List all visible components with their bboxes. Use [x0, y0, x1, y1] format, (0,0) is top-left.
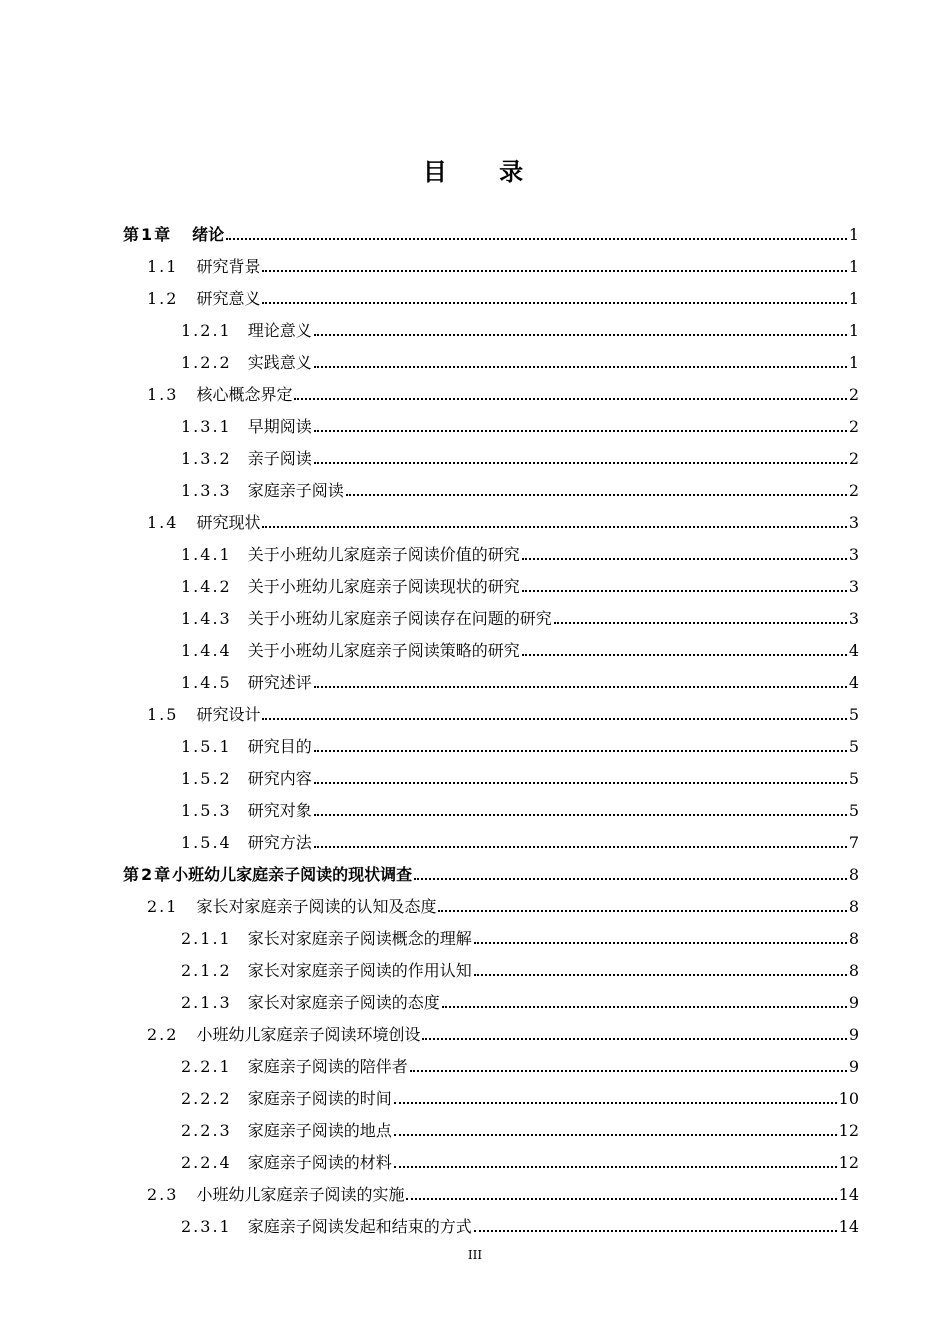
toc-dot-leader [522, 653, 847, 656]
toc-entry-title: 家庭亲子阅读的地点 [247, 1121, 392, 1140]
toc-dot-leader [262, 525, 846, 528]
toc-entry-number: 2.2.4 [181, 1153, 232, 1172]
toc-entry-title: 核心概念界定 [196, 385, 293, 404]
toc-entry-number: 第2章 [123, 865, 173, 884]
page-title: 目 录 [422, 158, 546, 186]
toc-entry-page-number: 14 [838, 1185, 859, 1204]
toc-entry-title: 家庭亲子阅读的材料 [247, 1153, 392, 1172]
toc-entry-page-number: 5 [848, 801, 859, 820]
toc-entry[interactable] [147, 286, 859, 308]
toc-entry-number: 1.4.5 [181, 673, 232, 692]
toc-entry-page-number: 1 [848, 225, 859, 244]
toc-entry-title: 实践意义 [247, 353, 312, 372]
toc-dot-leader [262, 301, 846, 304]
toc-entry-number: 1.1 [147, 257, 179, 276]
toc-entry-title: 研究内容 [247, 769, 312, 788]
toc-entry-number: 1.4.2 [181, 577, 232, 596]
toc-entry-title: 研究对象 [247, 801, 312, 820]
toc-entry-page-number: 9 [848, 1025, 859, 1044]
toc-entry-title: 研究设计 [196, 705, 261, 724]
toc-entry[interactable] [181, 414, 859, 436]
toc-entry[interactable] [181, 350, 859, 372]
toc-entry-page-number: 9 [848, 993, 859, 1012]
toc-entry[interactable] [147, 1182, 859, 1204]
toc-entry[interactable] [147, 382, 859, 404]
toc-entry-title: 家长对家庭亲子阅读的态度 [247, 993, 440, 1012]
toc-entry-number: 1.5.2 [181, 769, 232, 788]
toc-entry-number: 1.5.4 [181, 833, 232, 852]
toc-entry-title: 研究背景 [196, 257, 261, 276]
toc-entry-page-number: 5 [848, 769, 859, 788]
toc-entry[interactable] [123, 222, 859, 244]
toc-dot-leader [474, 1229, 837, 1232]
toc-entry-number: 1.2.2 [181, 353, 232, 372]
toc-dot-leader [314, 429, 847, 432]
toc-entry-number: 1.3.1 [181, 417, 232, 436]
toc-entry-page-number: 3 [848, 545, 859, 564]
toc-entry-page-number: 1 [848, 353, 859, 372]
toc-entry[interactable] [181, 1054, 859, 1076]
toc-entry[interactable] [181, 670, 859, 692]
toc-entry-number: 2.2.3 [181, 1121, 232, 1140]
toc-entry-page-number: 5 [848, 705, 859, 724]
toc-entry[interactable] [181, 318, 859, 340]
toc-entry-page-number: 14 [838, 1217, 859, 1236]
toc-entry-title: 小班幼儿家庭亲子阅读环境创设 [196, 1025, 421, 1044]
toc-entry-page-number: 2 [848, 417, 859, 436]
toc-dot-leader [314, 365, 847, 368]
toc-entry-number: 2.3 [147, 1185, 179, 1204]
toc-entry-number: 1.4.1 [181, 545, 232, 564]
toc-entry[interactable] [147, 510, 859, 532]
toc-entry-title: 家庭亲子阅读 [247, 481, 344, 500]
toc-entry[interactable] [181, 478, 859, 500]
toc-dot-leader [414, 877, 847, 880]
toc-entry[interactable] [181, 574, 859, 596]
toc-entry-page-number: 4 [848, 673, 859, 692]
toc-dot-leader [346, 493, 847, 496]
toc-entry-number: 1.4.3 [181, 609, 232, 628]
toc-dot-leader [294, 397, 846, 400]
toc-dot-leader [314, 781, 847, 784]
page-number-footer: III [467, 1248, 483, 1262]
toc-entry-title: 小班幼儿家庭亲子阅读的现状调查 [172, 865, 413, 884]
toc-dot-leader [394, 1101, 837, 1104]
toc-entry-number: 1.5.1 [181, 737, 232, 756]
toc-entry-page-number: 3 [848, 513, 859, 532]
toc-dot-leader [474, 973, 847, 976]
toc-entry-title: 小班幼儿家庭亲子阅读的实施 [196, 1185, 405, 1204]
toc-entry-number: 2.1 [147, 897, 179, 916]
toc-entry-page-number: 2 [848, 385, 859, 404]
toc-entry-page-number: 1 [848, 257, 859, 276]
toc-entry-number: 1.4.4 [181, 641, 232, 660]
toc-entry-number: 1.2 [147, 289, 179, 308]
toc-entry-page-number: 8 [848, 929, 859, 948]
toc-entry-number: 2.1.3 [181, 993, 232, 1012]
toc-entry-number: 2.2 [147, 1025, 179, 1044]
toc-dot-leader [314, 333, 847, 336]
toc-entry-title: 研究意义 [196, 289, 261, 308]
toc-dot-leader [394, 1165, 837, 1168]
toc-dot-leader [314, 813, 847, 816]
toc-entry[interactable] [181, 958, 859, 980]
toc-entry-number: 1.4 [147, 513, 179, 532]
toc-entry[interactable] [181, 926, 859, 948]
toc-entry-page-number: 8 [848, 961, 859, 980]
toc-entry[interactable] [181, 990, 859, 1012]
toc-entry-number: 1.3.2 [181, 449, 232, 468]
toc-dot-leader [554, 621, 847, 624]
toc-entry-number: 2.1.2 [181, 961, 232, 980]
toc-entry[interactable] [181, 1086, 859, 1108]
toc-entry-page-number: 12 [838, 1121, 859, 1140]
toc-entry-title: 研究述评 [247, 673, 312, 692]
toc-entry[interactable] [181, 638, 859, 660]
toc-entry-page-number: 12 [838, 1153, 859, 1172]
toc-entry-title: 关于小班幼儿家庭亲子阅读价值的研究 [247, 545, 520, 564]
toc-entry[interactable] [181, 830, 859, 852]
toc-entry-number: 2.2.2 [181, 1089, 232, 1108]
toc-entry-title: 家长对家庭亲子阅读概念的理解 [247, 929, 472, 948]
toc-entry-title: 研究目的 [247, 737, 312, 756]
toc-entry-number: 2.2.1 [181, 1057, 232, 1076]
toc-entry-page-number: 7 [848, 833, 859, 852]
toc-entry-number: 1.2.1 [181, 321, 232, 340]
toc-entry[interactable] [181, 1150, 859, 1172]
toc-dot-leader [314, 685, 847, 688]
toc-entry[interactable] [147, 702, 859, 724]
toc-entry-title: 关于小班幼儿家庭亲子阅读存在问题的研究 [247, 609, 552, 628]
toc-entry[interactable] [181, 734, 859, 756]
toc-entry-number: 1.5 [147, 705, 179, 724]
toc-entry-page-number: 9 [848, 1057, 859, 1076]
toc-entry[interactable] [147, 254, 859, 276]
toc-entry-number: 1.3 [147, 385, 179, 404]
toc-entry-number: 2.3.1 [181, 1217, 232, 1236]
toc-entry-page-number: 3 [848, 609, 859, 628]
toc-dot-leader [394, 1133, 837, 1136]
toc-entry-page-number: 2 [848, 449, 859, 468]
toc-entry[interactable] [181, 1118, 859, 1140]
toc-entry-title: 家庭亲子阅读的时间 [247, 1089, 392, 1108]
toc-entry[interactable] [181, 542, 859, 564]
toc-entry-title: 早期阅读 [247, 417, 312, 436]
toc-entry-page-number: 8 [848, 897, 859, 916]
toc-entry[interactable] [181, 606, 859, 628]
toc-dot-leader [474, 941, 847, 944]
toc-dot-leader [262, 269, 846, 272]
toc-entry-number: 1.5.3 [181, 801, 232, 820]
toc-entry-title: 关于小班幼儿家庭亲子阅读现状的研究 [247, 577, 520, 596]
toc-dot-leader [442, 1005, 847, 1008]
toc-entry-page-number: 1 [848, 289, 859, 308]
toc-entry-title: 研究方法 [247, 833, 312, 852]
toc-entry-title: 关于小班幼儿家庭亲子阅读策略的研究 [247, 641, 520, 660]
toc-dot-leader [226, 237, 847, 240]
toc-entry-title: 理论意义 [247, 321, 312, 340]
toc-entry[interactable] [181, 798, 859, 820]
toc-entry-page-number: 1 [848, 321, 859, 340]
toc-dot-leader [522, 589, 847, 592]
toc-entry[interactable] [181, 446, 859, 468]
toc-entry-title: 亲子阅读 [247, 449, 312, 468]
toc-entry-page-number: 8 [848, 865, 859, 884]
toc-entry-title: 研究现状 [196, 513, 261, 532]
toc-entry-title: 家庭亲子阅读的陪伴者 [247, 1057, 408, 1076]
toc-entry-page-number: 10 [838, 1089, 859, 1108]
toc-entry-page-number: 4 [848, 641, 859, 660]
toc-entry-page-number: 2 [848, 481, 859, 500]
toc-dot-leader [262, 717, 846, 720]
toc-dot-leader [438, 909, 846, 912]
toc-entry-number: 1.3.3 [181, 481, 232, 500]
toc-entry[interactable] [123, 862, 859, 884]
toc-entry-title: 家长对家庭亲子阅读的认知及态度 [196, 897, 437, 916]
toc-dot-leader [314, 461, 847, 464]
toc-entry-number: 2.1.1 [181, 929, 232, 948]
toc-entry-page-number: 3 [848, 577, 859, 596]
toc-dot-leader [406, 1197, 836, 1200]
toc-dot-leader [314, 749, 847, 752]
toc-entry[interactable] [147, 894, 859, 916]
toc-entry[interactable] [147, 1022, 859, 1044]
toc-entry[interactable] [181, 766, 859, 788]
toc-entry-title: 家庭亲子阅读发起和结束的方式 [247, 1217, 472, 1236]
toc-entry-title: 绪论 [192, 225, 225, 244]
toc-dot-leader [314, 845, 847, 848]
toc-entry-title: 家长对家庭亲子阅读的作用认知 [247, 961, 472, 980]
toc-entry-page-number: 5 [848, 737, 859, 756]
toc-dot-leader [410, 1069, 847, 1072]
toc-entry[interactable] [181, 1214, 859, 1236]
toc-dot-leader [522, 557, 847, 560]
toc-entry-number: 第1章 [123, 225, 173, 244]
toc-dot-leader [422, 1037, 846, 1040]
